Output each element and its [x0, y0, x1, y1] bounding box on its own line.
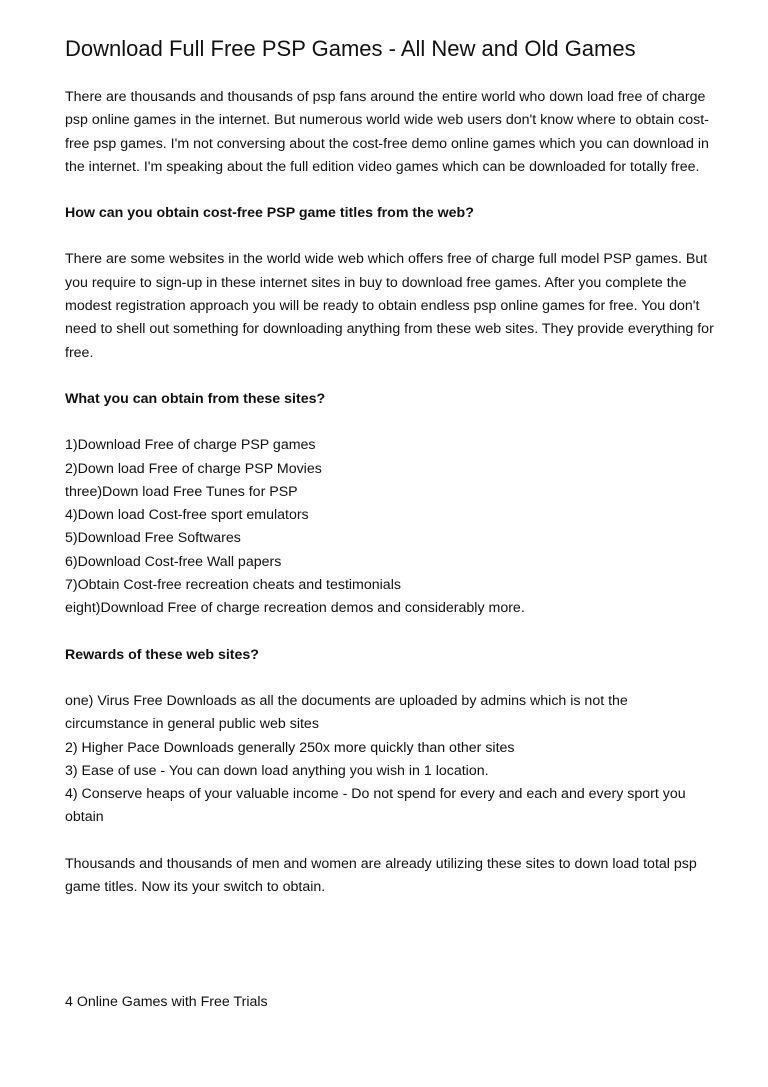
list-item: 2)Down load Free of charge PSP Movies: [65, 460, 322, 477]
document-page: [65, 34, 715, 922]
intro-paragraph: There are thousands and thousands of psp fans around the entire world who down load free of charge psp online games in the internet. But numerous world wide web users don't know where to obtain cost-free psp games. I'm not conversing about the cost-free demo online games which you can download in the internet. I'm speaking about the full edition video games which can be downloaded for totally free.: [65, 89, 709, 175]
list-item: 4)Down load Cost-free sport emulators: [65, 507, 309, 524]
list-item: eight)Download Free of charge recreation demos and considerably more.: [65, 600, 525, 617]
websites-paragraph: There are some websites in the world wide web which offers free of charge full model PSP games. But you require to sign-up in these internet sites in buy to download free games. After you complete the modest registration approach you will be ready to obtain endless psp online games for free. You don't need to shell out something for downloading anything from these web sites. They provide everything for free.: [65, 251, 714, 361]
list-item: 6)Download Cost-free Wall papers: [65, 553, 282, 570]
list-item: 7)Obtain Cost-free recreation cheats and testimonials: [65, 577, 401, 594]
downloads-list: [65, 434, 715, 620]
list-item: 4) Conserve heaps of your valuable income - Do not spend for every and each and every sport you obtain: [65, 786, 686, 826]
section-heading-what-to-obtain: What you can obtain from these sites?: [65, 390, 326, 407]
page-title: Download Full Free PSP Games - All New and Old Games: [65, 36, 636, 61]
page-footer: 4 Online Games with Free Trials: [65, 994, 268, 1010]
list-item: 3) Ease of use - You can down load anything you wish in 1 location.: [65, 762, 489, 779]
list-item: 2) Higher Pace Downloads generally 250x more quickly than other sites: [65, 739, 515, 756]
list-item: one) Virus Free Downloads as all the documents are uploaded by admins which is not the circumstance in general public web sites: [65, 692, 628, 733]
closing-paragraph: Thousands and thousands of men and women are already utilizing these sites to down load total psp game titles. Now its your switch to obtain.: [65, 855, 697, 896]
list-item: 1)Download Free of charge PSP games: [65, 437, 316, 454]
rewards-list: [65, 690, 715, 830]
section-heading-free-titles: How can you obtain cost-free PSP game titles from the web?: [65, 205, 474, 222]
list-item: three)Down load Free Tunes for PSP: [65, 483, 298, 500]
list-item: 5)Download Free Softwares: [65, 530, 241, 547]
section-heading-rewards: Rewards of these web sites?: [65, 646, 259, 663]
